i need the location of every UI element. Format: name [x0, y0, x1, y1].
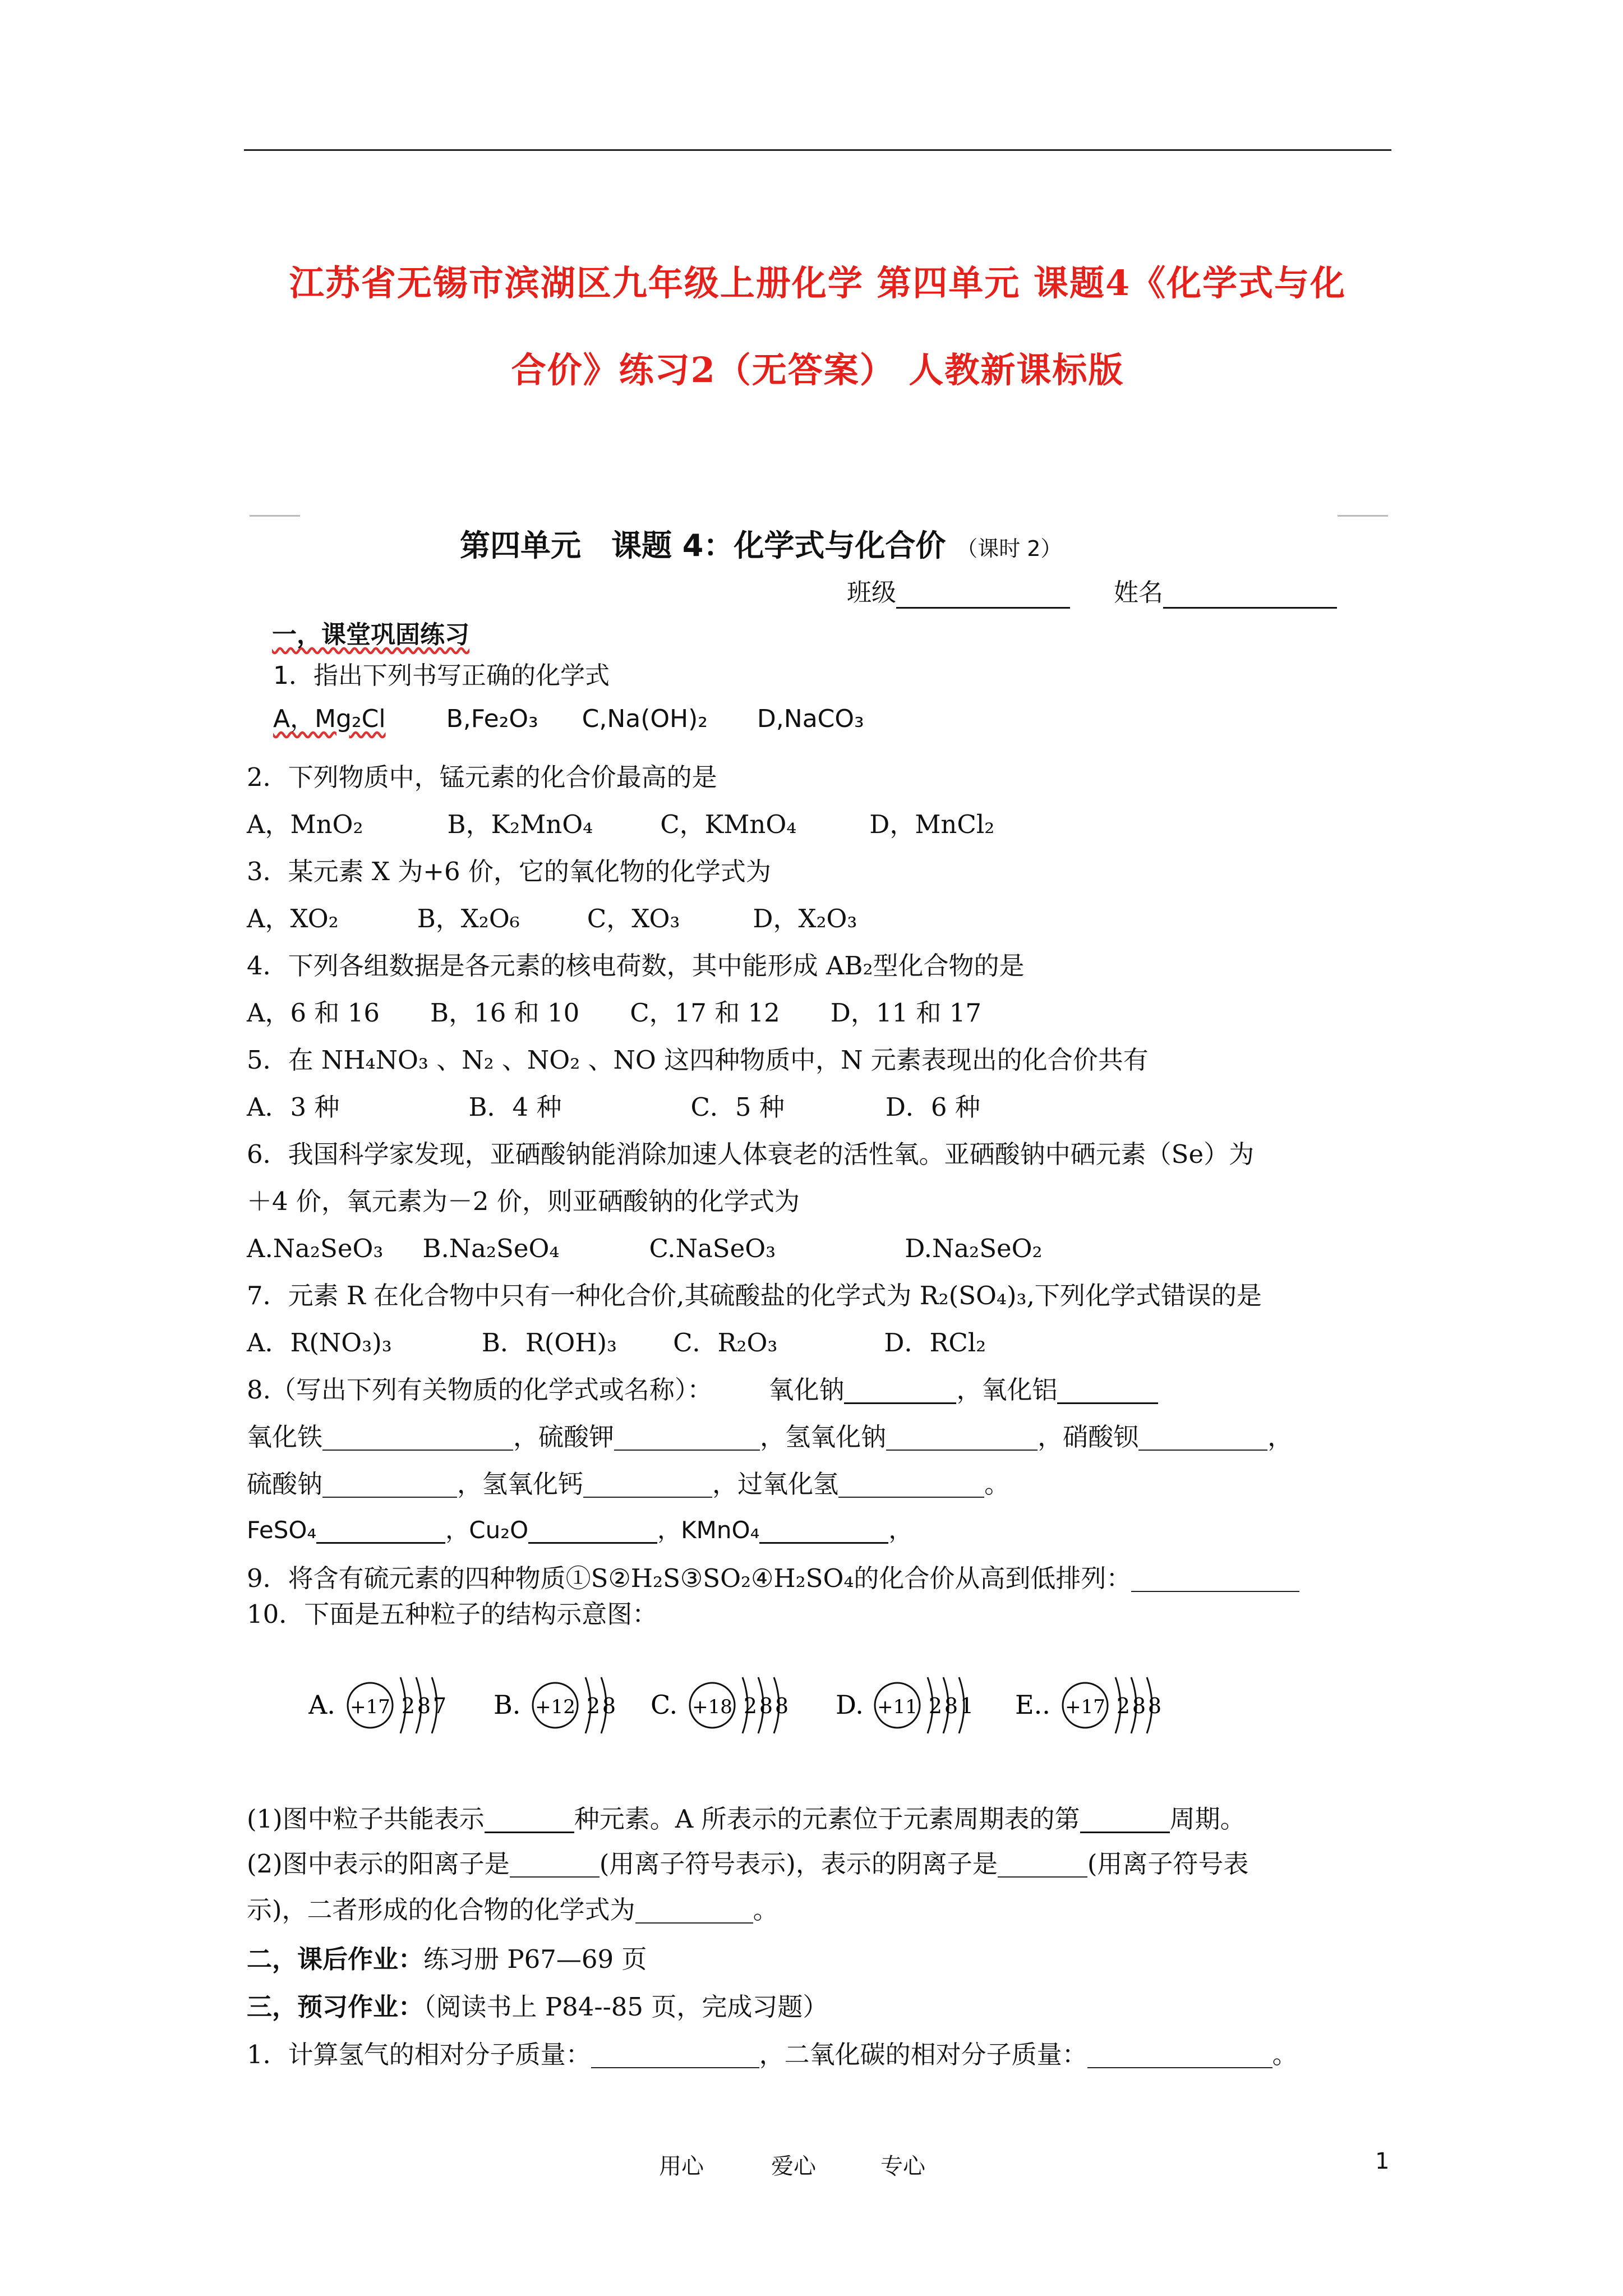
- atom-diagram-2: [494, 1677, 616, 1733]
- preview-q1-text-c: 。: [1272, 2040, 1298, 2069]
- q6-stem-line2: ＋4 价，氧元素为－2 价，则亚硒酸钠的化学式为: [247, 1186, 800, 1216]
- q8-blank-3: [322, 1424, 513, 1451]
- q1-option-c: C,Na(OH)₂: [582, 705, 708, 733]
- q8-row4: FeSO₄ ，Cu₂O ，KMnO₄ ，: [247, 1516, 912, 1544]
- atom-label: C.: [651, 1690, 678, 1720]
- atom-layer: [308, 1677, 1161, 1733]
- atom-label: B.: [494, 1690, 521, 1720]
- section2-label: 二，课后作业：: [247, 1944, 424, 1974]
- electron-count: 8: [774, 1694, 789, 1718]
- electron-count: 2: [401, 1694, 416, 1718]
- scanned-worksheet-header: [250, 510, 1388, 732]
- q8-item-calcium-hydroxide: 氢氧化钙: [482, 1469, 584, 1499]
- q8-blank-8: [583, 1471, 712, 1498]
- q1-option-a: A，Mg₂Cl: [273, 705, 386, 733]
- q8-blank-9: [838, 1471, 984, 1498]
- scan-dash-left: [250, 515, 300, 517]
- section1-heading: [272, 614, 469, 650]
- footer-motto-2: 爱心: [771, 2154, 816, 2179]
- q7-stem: 7．元素 R 在化合物中只有一种化合价,其硫酸盐的化学式为 R₂(SO₄)₃,下列化学式错误的是: [247, 1281, 1262, 1310]
- scan-dash-right: [1338, 515, 1388, 517]
- q5-stem: 5．在 NH₄NO₃ 、N₂ 、NO₂ 、NO 这四种物质中，N 元素表现出的化合价共有: [247, 1045, 1149, 1075]
- q5-option-d: D．6 种: [885, 1092, 980, 1122]
- q7-option-b: B．R(OH)₃: [481, 1328, 617, 1358]
- q10-part1: [247, 1806, 1246, 1833]
- q2-stem: 2．下列物质中，锰元素的化合价最高的是: [247, 762, 717, 792]
- preview-q1-text-a: 1．计算氢气的相对分子质量：: [247, 2040, 591, 2069]
- section3-text: （阅读书上 P84--85 页，完成习题）: [423, 1992, 828, 2022]
- electron-count: 8: [602, 1694, 616, 1718]
- q7-option-c: C．R₂O₃: [673, 1328, 778, 1358]
- name-blank: [1163, 578, 1337, 609]
- atom-label: A.: [308, 1690, 335, 1720]
- header-rule: [244, 149, 1391, 151]
- q8-item-sodium-oxide: 氧化钠: [768, 1375, 845, 1405]
- q6-option-b: B.Na₂SeO₄: [422, 1234, 560, 1263]
- footer-motto-3: 专心: [880, 2154, 925, 2179]
- q1-option-b: B,Fe₂O₃: [446, 705, 538, 733]
- document-title-line1: 江苏省无锡市滨湖区九年级上册化学 第四单元 课题4《化学式与化: [289, 263, 1347, 303]
- atom-diagram-1: [308, 1677, 446, 1733]
- q8-blank-1: [844, 1377, 956, 1404]
- q8-item-potassium-sulfate: 硫酸钾: [538, 1422, 615, 1452]
- q8-blank-4: [614, 1424, 760, 1451]
- q2-option-b: B，K₂MnO₄: [447, 809, 593, 839]
- preview-q1-blank-1: [591, 2042, 759, 2068]
- worksheet-heading: [460, 522, 1062, 565]
- q3-options: [247, 906, 857, 931]
- q10-1-blank-1: [485, 1806, 574, 1833]
- class-label: 班级: [847, 578, 896, 607]
- q10-2-blank-1: [510, 1851, 600, 1878]
- nucleus-charge: +17: [1065, 1696, 1105, 1718]
- q3-option-d: D，X₂O₃: [753, 904, 857, 933]
- q8-blank-11: [528, 1519, 657, 1544]
- q6-option-d: D.Na₂SeO₂: [905, 1234, 1043, 1263]
- q8-item-feso4: FeSO₄: [247, 1516, 317, 1544]
- q8-item-kmno4: KMnO₄: [681, 1516, 760, 1544]
- electron-count: 2: [586, 1694, 601, 1718]
- q8-item-hydrogen-peroxide: 过氧化氢: [737, 1469, 839, 1499]
- q8-blank-5: [886, 1424, 1038, 1451]
- q8-item-aluminium-oxide: 氧化铝: [981, 1375, 1058, 1405]
- section3: [247, 1992, 828, 2022]
- q8-row2: 氧化铁 ，硫酸钾 ，氢氧化钠 ，硝酸钡 ，: [247, 1422, 1293, 1452]
- q1-option-d: D,NaCO₃: [757, 705, 864, 733]
- electron-count: 8: [417, 1694, 431, 1718]
- footer-motto-1: 用心: [659, 2154, 704, 2179]
- electron-count: 1: [960, 1694, 974, 1718]
- q10-2-text-c: (用离子符号表: [1087, 1849, 1249, 1879]
- electron-count: 2: [928, 1694, 943, 1718]
- nucleus-charge: +17: [350, 1696, 390, 1718]
- page-number: 1: [1375, 2148, 1390, 2174]
- q8-item-sodium-sulfate: 硫酸钠: [247, 1469, 323, 1499]
- q6-options: [247, 1236, 1043, 1261]
- worksheet-heading-text: 第四单元 课题 4：化学式与化合价: [460, 528, 946, 563]
- atom-label: E..: [1015, 1690, 1050, 1720]
- q8-item-sodium-hydroxide: 氢氧化钠: [785, 1422, 887, 1452]
- q6-stem-line1: 6．我国科学家发现，亚硒酸钠能消除加速人体衰老的活性氧。亚硒酸钠中硒元素（Se）为: [247, 1139, 1255, 1169]
- q10-2-text-a: (2)图中表示的阳离子是: [247, 1849, 510, 1879]
- q4-option-d: D，11 和 17: [830, 998, 981, 1028]
- q3-option-c: C，XO₃: [587, 904, 680, 933]
- q10-2-blank-2: [998, 1851, 1087, 1878]
- q10-part2-line1: [247, 1851, 1248, 1878]
- electron-count: 8: [1147, 1694, 1162, 1718]
- q8-blank-2: [1057, 1377, 1158, 1404]
- q4-option-a: A，6 和 16: [247, 998, 380, 1028]
- q5-options: [247, 1094, 980, 1120]
- q2-option-a: A，MnO₂: [247, 809, 363, 839]
- section1-text: 一，课堂巩固练习: [272, 620, 469, 649]
- q8-item-cu2o: Cu₂O: [469, 1516, 529, 1544]
- q4-option-b: B，16 和 10: [430, 998, 580, 1028]
- q10-1-text-c: 周期。: [1169, 1804, 1246, 1834]
- q4-option-c: C，17 和 12: [630, 998, 780, 1028]
- q7-option-d: D．RCl₂: [884, 1328, 986, 1358]
- q8-item-iron-oxide: 氧化铁: [247, 1422, 323, 1452]
- electron-count: 2: [1116, 1694, 1131, 1718]
- q10-2-blank-3: [635, 1897, 753, 1924]
- q10-2-text-d: 示)，二者形成的化合物的化学式为: [247, 1895, 635, 1925]
- q3-option-b: B，X₂O₆: [417, 904, 520, 933]
- q10-part2-line2: [247, 1897, 778, 1924]
- electron-count: 8: [759, 1694, 773, 1718]
- q6-option-a: A.Na₂SeO₃: [247, 1234, 384, 1263]
- q2-option-d: D，MnCl₂: [869, 809, 995, 839]
- electron-count: 2: [743, 1694, 758, 1718]
- q10-1-text-b: 种元素。A 所表示的元素位于元素周期表的第: [574, 1804, 1080, 1834]
- section2: [247, 1944, 647, 1974]
- q3-option-a: A，XO₂: [247, 904, 339, 933]
- q8-blank-7: [322, 1471, 457, 1498]
- q10-1-text-a: (1)图中粒子共能表示: [247, 1804, 485, 1834]
- q4-stem: 4．下列各组数据是各元素的核电荷数，其中能形成 AB₂型化合物的是: [247, 951, 1025, 981]
- class-blank: [896, 578, 1070, 609]
- q8-blank-10: [316, 1519, 445, 1544]
- q10-2-text-b: (用离子符号表示)，表示的阴离子是: [599, 1849, 998, 1879]
- section3-label: 三，预习作业：: [247, 1992, 424, 2022]
- q7-option-a: A．R(NO₃)₃: [247, 1328, 392, 1358]
- section2-text: 练习册 P67—69 页: [423, 1944, 647, 1974]
- q8-row3: 硫酸钠 ，氢氧化钙 ，过氧化氢 。: [247, 1469, 1010, 1499]
- q10-2-text-e: 。: [753, 1895, 778, 1925]
- q9-stem: [247, 1563, 1299, 1593]
- atom-diagram-3: [651, 1677, 789, 1733]
- q2-option-c: C，KMnO₄: [660, 809, 797, 839]
- document-title-line2: 合价》练习2（无答案） 人教新课标版: [511, 349, 1124, 390]
- q10-1-blank-2: [1080, 1806, 1170, 1833]
- q5-option-a: A．3 种: [247, 1092, 340, 1122]
- nucleus-charge: +18: [692, 1696, 732, 1718]
- q7-options: [247, 1328, 986, 1358]
- q5-option-c: C．5 种: [690, 1092, 785, 1122]
- q4-options: [247, 998, 981, 1028]
- electron-count: 7: [432, 1694, 447, 1718]
- atom-diagram-5: [1015, 1677, 1161, 1733]
- q10-stem: 10．下面是五种粒子的结构示意图：: [247, 1599, 658, 1629]
- preview-q1-text-b: ，二氧化碳的相对分子质量：: [759, 2040, 1087, 2069]
- q5-option-b: B．4 种: [468, 1092, 562, 1122]
- q6-option-c: C.NaSeO₃: [649, 1234, 776, 1263]
- electron-count: 8: [944, 1694, 958, 1718]
- name-label: 姓名: [1114, 578, 1163, 607]
- preview-q1: [247, 2042, 1298, 2068]
- q8-blank-6: [1138, 1424, 1267, 1451]
- electron-count: 8: [1132, 1694, 1146, 1718]
- class-name-row: [847, 572, 1337, 609]
- atom-diagram-4: [836, 1677, 974, 1733]
- q9-blank: [1131, 1566, 1299, 1592]
- nucleus-charge: +12: [535, 1696, 575, 1718]
- atomic-structure-diagrams: [308, 1644, 1206, 1767]
- q8-row1: 8.（写出下列有关物质的化学式或名称）： 氧化钠 ，氧化铝: [247, 1377, 1158, 1404]
- q1-options: [273, 698, 864, 734]
- q1-stem: 1．指出下列书写正确的化学式: [273, 661, 610, 690]
- q3-stem: 3．某元素 X 为+6 价，它的氧化物的化学式为: [247, 857, 771, 886]
- atom-label: D.: [836, 1690, 864, 1720]
- q8-blank-12: [759, 1519, 888, 1544]
- q2-options: [247, 809, 995, 839]
- q8-intro: 8.（写出下列有关物质的化学式或名称）：: [247, 1375, 713, 1405]
- preview-q1-blank-2: [1087, 2042, 1272, 2068]
- q8-item-barium-nitrate: 硝酸钡: [1063, 1422, 1139, 1452]
- q9-text: 9．将含有硫元素的四种物质①S②H₂S③SO₂④H₂SO₄的化合价从高到低排列：: [247, 1563, 1132, 1593]
- nucleus-charge: +11: [877, 1696, 917, 1718]
- worksheet-heading-note: （课时 2）: [956, 536, 1062, 561]
